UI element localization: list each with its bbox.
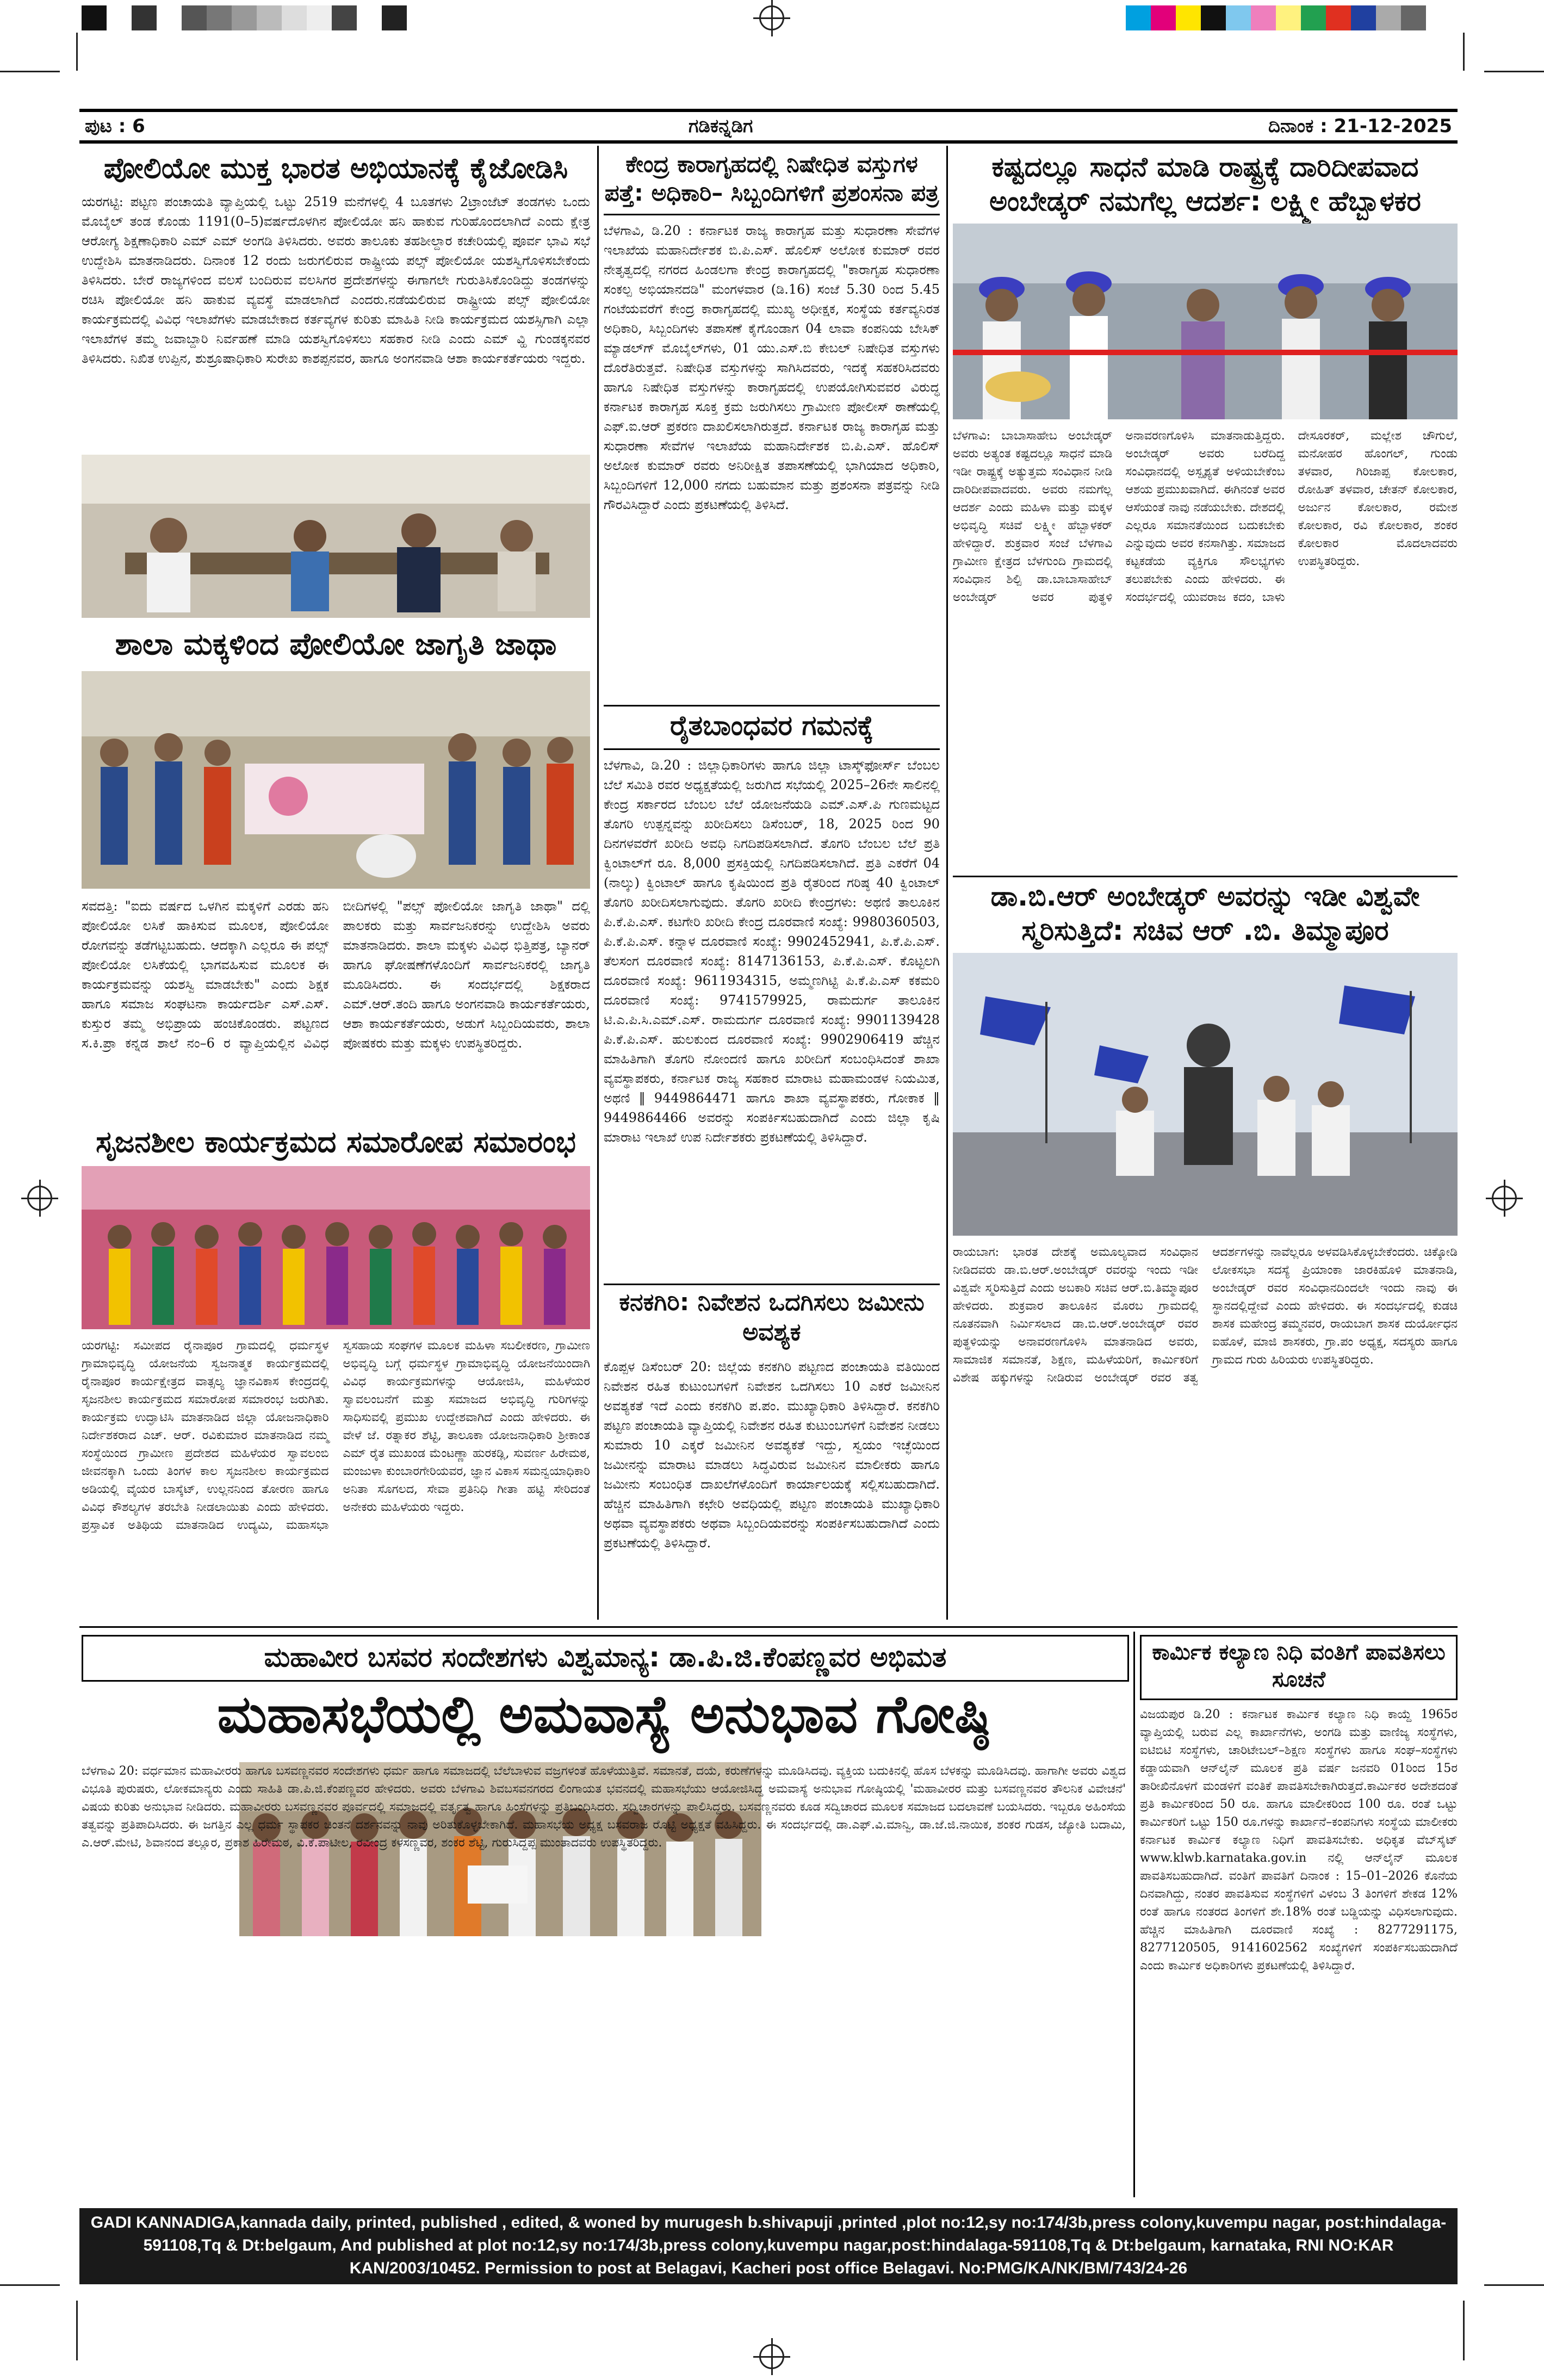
article-creative-program — [82, 1120, 590, 1621]
photo-ambedkar-statue-image — [953, 953, 1458, 1236]
article-body: ಯರಗಟ್ಟಿ: ಪಟ್ಟಣ ಪಂಚಾಯತಿ ವ್ಯಾಪ್ತಿಯಲ್ಲಿ ಒಟ್ಟು 2519 ಮನೆಗಳಲ್ಲಿ 4 ಬೂತಗಳು 2ಟ್ರಾಂಜೆಟ್ ತಂಡಗಳು ಒಂದು ಮೊಬೈಲ್ ತಂಡ ಕೊಂಡು 1191(0–5)ವರ್ಷದೊಳಗಿನ ಪೋಲಿಯೋ ಹನಿ ಹಾಕುವ ಗುರಿಹೊಂದಲಾಗಿದೆ ಎಂದು ಕ್ಷೇತ್ರ ಆರೋಗ್ಯ ಶಿಕ್ಷಣಾಧಿಕಾರಿ ಎಮ್ ಎಮ್ ಅಂಗಡಿ ತಿಳಿಸಿದರು. ಅವರು ತಾಲೂಕು ತಹಶೀಲ್ದಾರ ಕಚೇರಿಯಲ್ಲಿ ಪೂರ್ವ ಭಾವಿ ಸಭೆ ಉದ್ದೇಶಿಸಿ ಮಾತನಾಡಿದರು. ದಿನಾಂಕ 12 ರಂದು ಜರುಗಲಿರುವ ರಾಷ್ಟ್ರೀಯ ಪಲ್ಸ್ ಪೋಲಿಯೋ ಯಶಸ್ವಿಗೊಳಿಸಬೇಕೆಂದು ತಿಳಿಸಿದರು. ಬೇರೆ ರಾಜ್ಯಗಳಿಂದ ವಲಸೆ ಬಂದಿರುವ ವಲಸಿಗರ ಪ್ರದೇಶಗಳನ್ನು ಈಗಾಗಲೇ ಗುರುತಿಸಿಕೊಂಡಿದ್ದು ತಂಡಗಳನ್ನು ರಚಿಸಿ ಪೋಲಿಯೋ ಹನಿ ಹಾಕುವ ವ್ಯವಸ್ಥೆ ಮಾಡಲಾಗಿದೆ ಎಂದರು.ನಡೆಯಲಿರುವ ರಾಷ್ಟ್ರೀಯ ಪಲ್ಸ್ ಪೋಲಿಯೋ ಕಾರ್ಯಕ್ರಮದಲ್ಲಿ ವಿವಿಧ ಇಲಾಖೆಗಳು ಮಾಡಬೇಕಾದ ಕರ್ತವ್ಯಗಳ ಕುರಿತು ಮಾಹಿತಿ ನೀಡಿ ಕಾರ್ಯಕ್ರಮದ ಯಶಸ್ಸಿಗಾಗಿ ಎಲ್ಲಾ ಇಲಾಖೆಗಳ ತಮ್ಮ ಜವಾಬ್ದಾರಿ ನಿರ್ವಹಣೆ ಮಾಡಿ ಯಶಸ್ವಿಗೊಳಿಸಲು ಸಹಕಾರ ನೀಡಿ ಎಂದು ಎಮ್ ವ್ಹಿ ಗುಂಡಕ್ಕನವರ ತಿಳಿಸಿದರು. ನಿಖಿತ ಉಪ್ಪಿನ, ಶುಶ್ರೂಷಾಧಿಕಾರಿ ಸುರೇಖ ಕಾಶಪ್ಪನವರ, ಹಾಗೂ ಅಂಗನವಾಡಿ ಆಶಾ ಕಾರ್ಯಕರ್ತೆಯರು ಇದ್ದರು. — [82, 194, 590, 366]
headline: ಕೇಂದ್ರ ಕಾರಾಗೃಹದಲ್ಲಿ ನಿಷೇಧಿತ ವಸ್ತುಗಳ ಪತ್ತೆ: ಅಧಿಕಾರಿ– ಸಿಬ್ಬಂದಿಗಳಿಗೆ ಪ್ರಶಂಸನಾ ಪತ್ರ — [604, 148, 940, 215]
article-timmapur — [953, 876, 1458, 1621]
headline: ಸೃಜನಶೀಲ ಕಾರ್ಯಕ್ರಮದ ಸಮಾರೋಪ ಸಮಾರಂಭ — [96, 1125, 576, 1159]
article-body: ಸವದತ್ತಿ: "ಐದು ವರ್ಷದ ಒಳಗಿನ ಮಕ್ಕಳಿಗೆ ಎರಡು ಹನಿ ಪೋಲಿಯೋ ಲಸಿಕೆ ಹಾಕಿಸುವ ಮೂಲಕ, ಪೋಲಿಯೋ ರೋಗವನ್ನು ತಡೆಗಟ್ಟಬಹುದು. ಆದಕ್ಕಾಗಿ ಎಲ್ಲರೂ ಈ ಪಲ್ಸ್ ಪೋಲಿಯೋ ಲಸಿಕೆಯಲ್ಲಿ ಭಾಗವಹಿಸುವ ಮೂಲಕ ಈ ಕಾರ್ಯಕ್ರಮವನ್ನು ಯಶಸ್ವಿ ಮಾಡಬೇಕು" ಎಂದು ಶಿಕ್ಷಕ ಹಾಗೂ ಸಮಾಜ ಸಂಘಟನಾ ಕಾರ್ಯದರ್ಶಿ ಎಸ್.ಎಸ್. ಕುಸ್ತುರ ತಮ್ಮ ಅಭಿಪ್ರಾಯ ಹಂಚಿಕೊಂಡರು. ಪಟ್ಟಣದ ಸ.ಕಿ.ಪ್ರಾ ಕನ್ನಡ ಶಾಲೆ ನಂ–6 ರ ವ್ಯಾಪ್ತಿಯಲ್ಲಿನ ವಿವಿಧ ಬೀದಿಗಳಲ್ಲಿ "ಪಲ್ಸ್ ಪೋಲಿಯೋ ಜಾಗೃತಿ ಜಾಥಾ" ದಲ್ಲಿ ಪಾಲಕರು ಮತ್ತು ಸಾರ್ವಜನಿಕರನ್ನು ಉದ್ದೇಶಿಸಿ ಅವರು ಮಾತನಾಡಿದರು. ಶಾಲಾ ಮಕ್ಕಳು ವಿವಿಧ ಭಿತ್ತಿಪತ್ರ, ಬ್ಯಾನರ್ ಹಾಗೂ ಘೋಷಣೆಗಳೊಂದಿಗೆ ಸಾರ್ವಜನಿಕರಲ್ಲಿ ಜಾಗೃತಿ ಮೂಡಿಸಿದರು. ಈ ಸಂದರ್ಭದಲ್ಲಿ ಶಿಕ್ಷಕರಾದ ಎಮ್.ಆರ್.ತಂದಿ ಹಾಗೂ ಅಂಗನವಾಡಿ ಕಾರ್ಯಕರ್ತೆಯರು, ಆಶಾ ಕಾರ್ಯಕರ್ತೆಯರು, ಅಡುಗೆ ಸಿಬ್ಬಂದಿಯವರು, ಶಾಲಾ ಪೋಷಕರು ಮತ್ತು ಮಕ್ಕಳು ಉಪಸ್ಥಿತರಿದ್ದರು. — [82, 898, 590, 1051]
photo-creative-program-image — [82, 1166, 590, 1329]
article-body: ಯರಗಟ್ಟಿ: ಸಮೀಪದ ರೈನಾಪೂರ ಗ್ರಾಮದಲ್ಲಿ ಧರ್ಮಸ್ಥಳ ಗ್ರಾಮಾಭಿವೃದ್ಧಿ ಯೋಜನೆಯ ಸ್ವಜನಾತ್ಮಕ ಕಾರ್ಯಕ್ರಮದಲ್ಲಿ ರೈನಾಪೂರ ಕಾರ್ಯಕ್ಷೇತ್ರದ ವಾತ್ಸಲ್ಯ ಜ್ಞಾನವಿಕಾಸ ಕೇಂದ್ರದಲ್ಲಿ ಸೃಜನಶೀಲ ಕಾರ್ಯಕ್ರಮದ ಸಮಾರೋಪ ಸಮಾರಂಭ ಜರುಗಿತು. ಕಾರ್ಯಕ್ರಮ ಉದ್ಘಾಟಿಸಿ ಮಾತನಾಡಿದ ಜಿಲ್ಲಾ ಯೋಜನಾಧಿಕಾರಿ ನಿರ್ದೇಶಕರಾದ ಎಚ್. ಆರ್. ರವಿಕುಮಾರ ಮಾತನಾಡಿದ ನಮ್ಮ ಸಂಸ್ಥೆಯಿಂದ ಗ್ರಾಮೀಣ ಪ್ರದೇಶದ ಮಹಿಳೆಯರ ಸ್ವಾವಲಂಬಿ ಜೀವನಕ್ಕಾಗಿ ಒಂದು ತಿಂಗಳ ಕಾಲ ಸೃಜನಶೀಲ ಕಾರ್ಯಕ್ರಮದ ಅಡಿಯಲ್ಲಿ ವೈಯರ ಬಾಸ್ಕೆಟ್, ಉಲ್ಲನನಿಂದ ತೋರಣ ಹಾಗೂ ವಿವಿಧ ಕೌಶಲ್ಯಗಳ ತರಬೇತಿ ನೀಡಲಾಯಿತು ಎಂದು ಹೇಳಿದರು. ಪ್ರಸ್ತಾವಿಕ ಅತಿಥಿಯ ಮಾತನಾಡಿದ ಉದ್ಯಮಿ, ಮಹಾಸಭಾ ಸ್ವಸಹಾಯ ಸಂಘಗಳ ಮೂಲಕ ಮಹಿಳಾ ಸಬಲೀಕರಣ, ಗ್ರಾಮೀಣ ಅಭಿವೃದ್ಧಿ ಬಗ್ಗೆ ಧರ್ಮಸ್ಥಳ ಗ್ರಾಮಾಭಿವೃದ್ಧಿ ಯೋಜನೆಯಿಂದಾಗಿ ವಿವಿಧ ಕಾರ್ಯಕ್ರಮಗಳನ್ನು ಆಯೋಜಿಸಿ, ಮಹಿಳೆಯರ ಸ್ವಾವಲಂಬನೆಗೆ ಮತ್ತು ಸಮಾಜದ ಅಭಿವೃದ್ಧಿ ಗುರಿಗಳನ್ನು ಸಾಧಿಸುವಲ್ಲಿ ಪ್ರಮುಖ ಉದ್ದೇಶವಾಗಿದೆ ಎಂದು ಹೇಳಿದರು. ಈ ವೇಳೆ ಜೆ. ರತ್ನಾಕರ ಶೆಟ್ಟಿ, ತಾಲೂಕಾ ಯೋಜನಾಧಿಕಾರಿ ಶ್ರೀಕಾಂತ ಎಮ್ ರೈತ ಮುಖಂಡ ಮೆಂಟಣ್ಣಾ ಹುರಕಡ್ಲಿ, ಸುವರ್ಣ ಹಿರೇಮಠ, ಮಂಜುಳಾ ಕುಂಬಾರಗೇರಿಯವರ, ಜ್ಞಾನ ವಿಕಾಸ ಸಮನ್ವಯಾಧಿಕಾರಿ ಅನಿತಾ ಸೊಗಲದ, ಸೇವಾ ಪ್ರತಿನಿಧಿ ಗೀತಾ ಹಟ್ಟಿ ಸೇರಿದಂತೆ ಅನೇಕರು ಮಹಿಳೆಯರು ಇದ್ದರು. — [82, 1338, 590, 1532]
paper-name: ಗಡಿಕನ್ನಡಿಗ — [689, 115, 753, 137]
article-kanakagiri — [604, 1284, 940, 1621]
headline: ರೈತಬಾಂಧವರ ಗಮನಕ್ಕೆ — [604, 705, 940, 750]
photo-polio-meeting — [82, 455, 590, 618]
issue-date: ದಿನಾಂಕ : 21-12-2025 — [1268, 115, 1452, 137]
headline: ಡಾ.ಬಿ.ಆರ್ ಅಂಬೇಡ್ಕರ್ ಅವರನ್ನು ಇಡೀ ವಿಶ್ವವೇ ಸ್ಮರಿಸುತ್ತಿದೆ: ಸಚಿವ ಆರ್ .ಬಿ. ತಿಮ್ಮಾಪೂರ — [953, 876, 1458, 953]
photo-polio-meeting-image — [82, 455, 590, 618]
column-rule — [946, 146, 948, 1620]
registration-mark-top — [759, 5, 784, 30]
registration-mark-bottom — [759, 2344, 784, 2369]
article-body: ಬೆಳಗಾವಿ, ಡಿ.20 : ಕರ್ನಾಟಕ ರಾಜ್ಯ ಕಾರಾಗೃಹ ಮತ್ತು ಸುಧಾರಣಾ ಸೇವೆಗಳ ಇಲಾಖೆಯ ಮಹಾನಿರ್ದೇಶಕ ಬಿ.ಪಿ.ಎಸ್. ಹೊಲಿಸ್ ಅಲೋಕ ಕುಮಾರ್ ರವರ ನೇತೃತ್ವದಲ್ಲಿ ನಗರದ ಹಿಂಡಲಗಾ ಕೇಂದ್ರ ಕಾರಾಗೃಹದಲ್ಲಿ "ಕಾರಾಗೃಹ ಸುಧಾರಣಾ ಸಂಕಲ್ಪ ಅಭಿಯಾನದಡಿ" ಮಂಗಳವಾರ (ಡಿ.16) ಸಂಜೆ 5.30 ರಿಂದ 5.45 ಗಂಟೆಯವರೆಗೆ ಕೇಂದ್ರ ಕಾರಾಗೃಹದಲ್ಲಿ ಮುಖ್ಯ ಅಧೀಕ್ಷಕ, ಸಂಸ್ಥೆಯ ಕರ್ತವ್ಯನಿರತ ಅಧಿಕಾರಿ, ಸಿಬ್ಬಂದಿಗಳು ತಪಾಸಣೆ ಕೈಗೊಂಡಾಗ 04 ಲಾವಾ ಕಂಪನಿಯ ಬೇಸಿಕ್ ಮ್ಯಾಡಲ್‌ಗ್ ಮೊಬೈಲ್‌ಗಳು, 01 ಯು.ಎಸ್.ಬಿ ಕೇಬಲ್ ನಿಷೇಧಿತ ವಸ್ತುಗಳು ದೊರೆತಿರುತ್ತವೆ. ನಿಷೇಧಿತ ವಸ್ತುಗಳನ್ನು ಸಾಗಿಸಿದವರು, ಇದಕ್ಕೆ ಸಹಕರಿಸಿದವರು ಹಾಗೂ ನಿಷೇಧಿತ ವಸ್ತುಗಳನ್ನು ಕಾರಾಗೃಹದಲ್ಲಿ ಉಪಯೋಗಿಸುವವರ ವಿರುದ್ಧ ಕರ್ನಾಟಕ ಕಾರಾಗೃಹ ಸೂಕ್ತ ಕ್ರಮ ಜರುಗಿಸಲು ಗ್ರಾಮೀಣ ಪೋಲೀಸ್ ಠಾಣೆಯಲ್ಲಿ ಎಫ್.ಐ.ಆರ್ ಪ್ರಕರಣ ದಾಖಲಿಸಲಾಗಿರುತ್ತದೆ. ಕರ್ನಾಟಕ ರಾಜ್ಯ ಕಾರಾಗೃಹ ಮತ್ತು ಸುಧಾರಣಾ ಸೇವೆಗಳ ಇಲಾಖೆಯ ಮಹಾನಿರ್ದೇಶಕ ಬಿ.ಪಿ.ಎಸ್. ಹೊಲಿಸ್ ಅಲೋಕ ಕುಮಾರ್ ರವರು ಅನಿರೀಕ್ಷಿತ ತಪಾಸಣೆಯಲ್ಲಿ ಭಾಗಿಯಾದ ಅಧಿಕಾರಿ, ಸಿಬ್ಬಂದಿಗಳಿಗೆ 12,000 ನಗದು ಬಹುಮಾನ ಮತ್ತು ಪ್ರಶಂಸನಾ ಪತ್ರವನ್ನು ನೀಡಿ ಗೌರವಿಸಿದ್ದಾರೆ ಎಂದು ಪ್ರಕಟಣೆಯಲ್ಲಿ ತಿಳಿಸಿದೆ. — [604, 223, 940, 512]
article-body: ಬೆಳಗಾವಿ: ಬಾಬಾಸಾಹೇಬ ಅಂಬೇಡ್ಕರ್ ಅವರು ಅತ್ಯಂತ ಕಷ್ಟದಲ್ಲೂ ಸಾಧನೆ ಮಾಡಿ ಇಡೀ ರಾಷ್ಟ್ರಕ್ಕೆ ಅತ್ಯುತ್ತಮ ಸಂವಿಧಾನ ನೀಡಿ ದಾರಿದೀಪವಾದವರು. ಅವರು ನಮಗೆಲ್ಲ ಆದರ್ಶ ಎಂದು ಮಹಿಳಾ ಮತ್ತು ಮಕ್ಕಳ ಅಭಿವೃದ್ಧಿ ಸಚಿವೆ ಲಕ್ಷ್ಮೀ ಹೆಬ್ಬಾಳಕರ್ ಹೇಳಿದ್ದಾರೆ. ಶುಕ್ರವಾರ ಸಂಜೆ ಬೆಳಗಾವಿ ಗ್ರಾಮೀಣ ಕ್ಷೇತ್ರದ ಬೆಳಗುಂದಿ ಗ್ರಾಮದಲ್ಲಿ ಸಂವಿಧಾನ ಶಿಲ್ಪಿ ಡಾ.ಬಾಬಾಸಾಹೇಬ್ ಅಂಬೇಡ್ಕರ್ ಅವರ ಪುತ್ಥಳಿ ಅನಾವರಣಗೊಳಿಸಿ ಮಾತನಾಡುತ್ತಿದ್ದರು. ಅಂಬೇಡ್ಕರ್ ಅವರು ಬರೆದಿದ್ದ ಸಂವಿಧಾನದಲ್ಲಿ ಅಸ್ಪೃಶ್ಯತೆ ಅಳಿಯಬೇಕೆಂಬ ಆಶಯ ಪ್ರಮುಖವಾಗಿದೆ. ಈಗಿನಂತೆ ಅವರ ಆಸೆಯಂತೆ ನಾವು ನಡೆಯಬೇಕು. ದೇಶದಲ್ಲಿ ಎಲ್ಲರೂ ಸಮಾನತೆಯಿಂದ ಬದುಕಬೇಕು ಎನ್ನುವುದು ಅವರ ಕನಸಾಗಿತ್ತು. ಸಮಾಜದ ಕಟ್ಟಕಡೆಯ ವ್ಯಕ್ತಿಗೂ ಸೌಲಭ್ಯಗಳು ತಲುಪಬೇಕು ಎಂದು ಹೇಳಿದರು. ಈ ಸಂದರ್ಭದಲ್ಲಿ ಯುವರಾಜ ಕದಂ, ಬಾಳು ದೇಸೂರಕರ್, ಮಲ್ಲೇಶ ಚೌಗುಲೆ, ಮನೋಹರ ಹೊಂಗಲ್, ಗುಂಡು ತಳವಾರ, ಗಿರಿಜಾಪ್ಪ ಕೋಲಕಾರ, ರೋಹಿತ್ ತಳವಾರ, ಚೇತನ್ ಕೋಲಕಾರ, ಅರ್ಜುನ ಕೋಲಕಾರ, ರಮೇಶ ಕೋಲಕಾರ, ರವಿ ಕೋಲಕಾರ, ಶಂಕರ ಕೋಲಕಾರ ಮೊದಲಾದವರು ಉಪಸ್ಥಿತರಿದ್ದರು. — [953, 429, 1458, 604]
photo-hebbalkar-ribbon-image — [953, 224, 1458, 419]
article-hebbalkar — [953, 148, 1458, 882]
article-body: ಕೊಪ್ಪಳ ಡಿಸೆಂಬರ್ 20: ಜಿಲ್ಲೆಯ ಕನಕಗಿರಿ ಪಟ್ಟಣದ ಪಂಚಾಯತಿ ವತಿಯಿಂದ ನಿವೇಶನ ರಹಿತ ಕುಟುಂಬಗಳಿಗೆ ನಿವೇಶನ ಒದಗಿಸಲು 10 ಎಕರೆ ಜಮೀನಿನ ಅವಶ್ಯಕತೆ ಇದೆ ಎಂದು ಕನಕಗಿರಿ ಪ.ಪಂ. ಮುಖ್ಯಾಧಿಕಾರಿ ತಿಳಿಸಿದ್ದಾರೆ. ಕನಕಗಿರಿ ಪಟ್ಟಣ ಪಂಚಾಯತಿ ವ್ಯಾಪ್ತಿಯಲ್ಲಿ ನಿವೇಶನ ರಹಿತ ಕುಟುಂಬಗಳಿಗೆ ನಿವೇಶನ ನೀಡಲು ಸುಮಾರು 10 ಎಕ್ಕರೆ ಜಮೀನಿನ ಅವಶ್ಯಕತೆ ಇದ್ದು, ಸ್ವಯಂ ಇಚ್ಛೆಯಿಂದ ಜಮೀನನ್ನು ಮಾರಾಟ ಮಾಡಲು ಸಿದ್ಧವಿರುವ ಜಮೀನಿನ ಮಾಲೀಕರು ಹಾಗೂ ಜಮೀನು ಸಂಬಂಧಿತ ದಾಖಲೆಗಳೊಂದಿಗೆ ಕಾರ್ಯಾಲಯಕ್ಕೆ ಸಲ್ಲಿಸಬಹುದಾಗಿದೆ. ಹೆಚ್ಚಿನ ಮಾಹಿತಿಗಾಗಿ ಕಛೇರಿ ಅವಧಿಯಲ್ಲಿ ಪಟ್ಟಣ ಪಂಚಾಯತಿ ಮುಖ್ಯಾಧಿಕಾರಿ ಅಥವಾ ವ್ಯವಸ್ಥಾಪಕರು ಅಥವಾ ಸಿಬ್ಬಂದಿಯವರನ್ನು ಸಂಪರ್ಕಿಸಬಹುದಾಗಿದೆ ಎಂದು ಪ್ರಕಟಣೆಯಲ್ಲಿ ತಿಳಿಸಿದ್ದಾರೆ. — [604, 1359, 940, 1551]
strap-text: ಮಹಾವೀರ ಬಸವರ ಸಂದೇಶಗಳು ವಿಶ್ವಮಾನ್ಯ: ಡಾ.ಪಿ.ಜಿ.ಕೆಂಪಣ್ಣವರ ಅಭಿಮತ — [264, 1641, 947, 1673]
page-number: ಪುಟ : 6 — [85, 115, 145, 137]
crop-mark — [1463, 2301, 1465, 2360]
registration-mark-left — [27, 1186, 52, 1211]
registration-bar-right — [1126, 5, 1426, 30]
headline: ಕಾರ್ಮಿಕ ಕಲ್ಯಾಣ ನಿಧಿ ವಂತಿಗೆ ಪಾವತಿಸಲು ಸೂಚನೆ — [1140, 1635, 1458, 1700]
article-body: ಬೆಳಗಾವಿ, ಡಿ.20 : ಜಿಲ್ಲಾಧಿಕಾರಿಗಳು ಹಾಗೂ ಜಿಲ್ಲಾ ಟಾಸ್ಕ್‌ಫೋರ್ಸ್ ಬೆಂಬಲ ಬೆಲೆ ಸಮಿತಿ ರವರ ಅಧ್ಯಕ್ಷತೆಯಲ್ಲಿ ಜರುಗಿದ ಸಭೆಯಲ್ಲಿ 2025–26ನೇ ಸಾಲಿನಲ್ಲಿ ಕೇಂದ್ರ ಸರ್ಕಾರದ ಬೆಂಬಲ ಬೆಲೆ ಯೋಜನೆಯಡಿ ಎಮ್.ಎಸ್.ಪಿ ಗುಣಮಟ್ಟದ ತೊಗರಿ ಉತ್ಪನ್ನವನ್ನು ಖರೀದಿಸಲು ಡಿಸೆಂಬರ್, 18, 2025 ರಿಂದ 90 ದಿನಗಳವರೆಗೆ ಖರೀದಿ ಅವಧಿ ನಿಗದಿಪಡಿಸಲಾಗಿದೆ. ತೊಗರಿ ಬೆಂಬಲ ಬೆಲೆ ಪ್ರತಿ ಕ್ವಿಂಟಾಲ್‌ಗೆ ರೂ. 8,000 ಪ್ರಸಕ್ತಿಯಲ್ಲಿ ನಿಗದಿಪಡಿಸಲಾಗಿದೆ. ಪ್ರತಿ ಎಕರೆಗೆ 04 (ನಾಲ್ಕು) ಕ್ವಿಂಟಾಲ್ ಹಾಗೂ ಕೃಷಿಯಿಂದ ಪ್ರತಿ ರೈತರಿಂದ ಗರಿಷ್ಠ 40 ಕ್ವಿಂಟಾಲ್ ತೊಗರಿ ಖರೀದಿಸಲಾಗುವುದು. ತೊಗರಿ ಖರೀದಿ ಕೇಂದ್ರಗಳು: ಅಥಣಿ ತಾಲೂಕಿನ ಪಿ.ಕೆ.ಪಿ.ಎಸ್. ಕಟಗೇರಿ ಖರೀದಿ ಕೇಂದ್ರ ದೂರವಾಣಿ ಸಂಖ್ಯೆ: 9980360503, ಪಿ.ಕೆ.ಪಿ.ಎಸ್. ಕನ್ನಾಳ ದೂರವಾಣಿ ಸಂಖ್ಯೆ: 9902452941, ಪಿ.ಕೆ.ಪಿ.ಎಸ್. ತೆಲಸಂಗ ದೂರವಾಣಿ ಸಂಖ್ಯೆ: 8147136153, ಪಿ.ಕೆ.ಪಿ.ಎಸ್. ಕೊಟ್ಟಲಗಿ ದೂರವಾಣಿ ಸಂಖ್ಯೆ: 9611934315, ಅಮ್ಮಣಗಿಟ್ಟಿ ಪಿ.ಕೆ.ಪಿ.ಎಸ್ ಕಕಮರಿ ದೂರವಾಣಿ ಸಂಖ್ಯೆ: 9741579925, ರಾಮದುರ್ಗ ತಾಲೂಕಿನ ಟಿ.ಎ.ಪಿ.ಸಿ.ಎಮ್.ಎಸ್. ರಾಮದುರ್ಗ ದೂರವಾಣಿ ಸಂಖ್ಯೆ: 9901139428 ಪಿ.ಕೆ.ಪಿ.ಎಸ್. ಹುಲಕುಂದ ದೂರವಾಣಿ ಸಂಖ್ಯೆ: 9902906419 ಹೆಚ್ಚಿನ ಮಾಹಿತಿಗಾಗಿ ತೊಗರಿ ನೋಂದಣಿ ಹಾಗೂ ಖರೀದಿಗೆ ಸಂಬಂಧಿಸಿದಂತೆ ಶಾಖಾ ವ್ಯವಸ್ಥಾಪಕರು, ಕರ್ನಾಟಕ ರಾಜ್ಯ ಸಹಕಾರ ಮಾರಾಟ ಮಹಾಮಂಡಳ ನಿಯಮಿತ, ಅಥಣಿ ‖ 9449864471 ಹಾಗೂ ಶಾಖಾ ವ್ಯವಸ್ಥಾಪಕರು, ಗೋಕಾಕ ‖ 9449864466 ಅವರನ್ನು ಸಂಪರ್ಕಿಸಬಹುದಾಗಿದೆ ಎಂದು ಜಿಲ್ಲಾ ಕೃಷಿ ಮಾರಾಟ ಇಲಾಖೆ ಉಪ ನಿರ್ದೇಶಕರು ಪ್ರಕಟಣೆಯಲ್ಲಿ ತಿಳಿಸಿದ್ದಾರೆ. — [604, 757, 940, 1145]
crop-mark — [0, 2284, 60, 2286]
headline: ಕಷ್ಟದಲ್ಲೂ ಸಾಧನೆ ಮಾಡಿ ರಾಷ್ಟ್ರಕ್ಕೆ ದಾರಿದೀಪವಾದ ಅಂಬೇಡ್ಕರ್ ನಮಗೆಲ್ಲ ಆದರ್ಶ: ಲಕ್ಷ್ಮೀ ಹೆಬ್ಬಾಳಕರ — [989, 151, 1421, 217]
crop-mark — [1484, 2284, 1544, 2286]
crop-mark — [76, 2301, 78, 2360]
article-farmers — [604, 705, 940, 1281]
article-body: ವಿಜಯಪುರ ಡಿ.20 : ಕರ್ನಾಟಕ ಕಾರ್ಮಿಕ ಕಲ್ಯಾಣ ನಿಧಿ ಕಾಯ್ದೆ 1965ರ ವ್ಯಾಪ್ತಿಯಲ್ಲಿ ಬರುವ ಎಲ್ಲ ಕಾರ್ಖಾನೆಗಳು, ಅಂಗಡಿ ಮತ್ತು ವಾಣಿಜ್ಯ ಸಂಸ್ಥೆಗಳು, ಐಟಿಬಿಟಿ ಸಂಸ್ಥೆಗಳು, ಚಾರಿಟೇಬಲ್–ಶಿಕ್ಷಣ ಸಂಸ್ಥೆಗಳು ಹಾಗೂ ಸಂಘ–ಸಂಸ್ಥೆಗಳು ಕಡ್ಡಾಯವಾಗಿ ಆನ್‌ಲೈನ್ ಮೂಲಕ ಪ್ರತಿ ವರ್ಷ ಜನವರಿ 01ರಿಂದ 15ರ ತಾರೀಖಿನೊಳಗೆ ಮಂಡಳಿಗೆ ವಂತಿಕೆ ಪಾವತಿಸಬೇಕಾಗಿರುತ್ತದೆ.ಕಾರ್ಮಿಕರ ಅದೇಶದಂತೆ ಪ್ರತಿ ಕಾರ್ಮಿಕರಿಂದ 50 ರೂ. ಹಾಗೂ ಮಾಲೀಕರಿಂದ 100 ರೂ. ರಂತೆ ಒಟ್ಟು ಕಾರ್ಮಿಕರಿಗೆ ಒಟ್ಟು 150 ರೂ.ಗಳನ್ನು ಕಾರ್ಖಾನೆ–ಕಂಪನಿಗಳು ಸಂಸ್ಥೆಯ ಮಾಲೀಕರು ಕರ್ನಾಟಕ ಕಾರ್ಮಿಕ ಕಲ್ಯಾಣ ನಿಧಿಗೆ ಪಾವತಿಸಬೇಕು. ಅಧಿಕೃತ ವೆಬ್‌ಸೈಟ್ www.klwb.karnataka.gov.in ನಲ್ಲಿ ಆನ್‌ಲೈನ್ ಮೂಲಕ ಪಾವತಿಸಬಹುದಾಗಿದೆ. ವಂತಿಗೆ ಪಾವತಿಗೆ ದಿನಾಂಕ : 15–01–2026 ಕೊನೆಯ ದಿನವಾಗಿದ್ದು, ನಂತರ ಪಾವತಿಸುವ ಸಂಸ್ಥೆಗಳಿಗೆ ವಿಳಂಬ 3 ತಿಂಗಳಿಗೆ ಶೇಕಡ 12% ರಂತೆ ಹಾಗೂ ನಂತರದ ತಿಂಗಳಿಗೆ ಶೇ.18% ರಂತೆ ಬಡ್ಡಿಯನ್ನು ವಿಧಿಸಲಾಗುವುದು. ಹೆಚ್ಚಿನ ಮಾಹಿತಿಗಾಗಿ ದೂರವಾಣಿ ಸಂಖ್ಯೆ : 8277291175, 8277120505, 9141602562 ಸಂಖ್ಯೆಗಳಿಗೆ ಸಂಪರ್ಕಿಸಬಹುದಾಗಿದೆ ಎಂದು ಕಾರ್ಮಿಕ ಅಧಿಕಾರಿಗಳು ಪ್ರಕಟಣೆಯಲ್ಲಿ ತಿಳಿಸಿದ್ದಾರೆ. — [1140, 1708, 1458, 1973]
crop-mark — [1463, 33, 1465, 71]
photo-hebbalkar-ribbon — [953, 224, 1458, 419]
article-body: ಬೆಳಗಾವಿ 20: ವರ್ಧಮಾನ ಮಹಾವೀರರು ಹಾಗೂ ಬಸವಣ್ಣನವರ ಸಂದೇಶಗಳು ಧರ್ಮ ಹಾಗೂ ಸಮಾಜದಲ್ಲಿ ಬೆಲೆಬಾಳುವ ವಜ್ರಗಳಂತೆ ಹೊಳೆಯುತ್ತಿವೆ. ಸಮಾನತೆ, ದಯೆ, ಕರುಣೆಗಳನ್ನು ಮೂಡಿಸಿದವು. ವ್ಯಕ್ತಿಯ ಬದುಕಿನಲ್ಲಿ ಹೊಸ ಬೆಳಕನ್ನು ಮೂಡಿಸಿದವು. ಹಾಗಾಗೀ ಅವರು ವಿಶ್ವದ ವಿಭೂತಿ ಪುರುಷರು, ಲೋಕಮಾನ್ಯರು ಎಂದು ಸಾಹಿತಿ ಡಾ.ಪಿ.ಜಿ.ಕೆಂಪಣ್ಣವರ ಹೇಳಿದರು. ಅವರು ಬೆಳಗಾವಿ ಶಿವಬಸವನಗರದ ಲಿಂಗಾಯತ ಭವನದಲ್ಲಿ ಮಹಾಸಭೆಯು ಆಯೋಜಿಸಿದ್ದ ಅಮವಾಸ್ಯೆ ಅನುಭಾವ ಗೋಷ್ಠಿಯಲ್ಲಿ 'ಮಹಾವೀರರ ಮತ್ತು ಬಸವಣ್ಣನವರ ತೌಲನಿಕ ವಿವೇಚನೆ' ವಿಷಯ ಕುರಿತು ಅನುಭಾವ ನೀಡಿದರು. ಮಹಾವೀರರು ಬಸವಣ್ಣನವರ ಪೂರ್ವದಲ್ಲಿ ಸಮಾಜದಲ್ಲಿ ವರ್ತೃತ್ವ ಹಾಗೂ ಹಿಂಸೆಗಳನ್ನು ಪ್ರತಿಬಂಧಿಸಿದರು. ಸದ್ವಿಚಾರಗಳನ್ನು ಪಾಲಿಸಿದ್ದರು. ಬಸವಣ್ಣನವರು ಕೂಡ ಸದ್ವಿಚಾರದ ಮೂಲಕ ಸಮಾಜದ ಬದಲಾವಣೆ ಬಯಸಿದರು. ಇಬ್ಬರೂ ಅಹಿಂಸೆಯ ತತ್ವವನ್ನು ಪ್ರತಿಪಾದಿಸಿದರು. ಈ ಜಗತ್ತಿನ ಎಲ್ಲ ಧರ್ಮ ಸ್ಥಾಪಕರ ಚಿಂತನೆ ದರ್ಶನವನ್ನು ನಾವು ಅರಿತುಕೊಳ್ಳಬೇಕಾಗಿದೆ. ಮಹಾಸಭೆಯ ಅಧ್ಯಕ್ಷ ಬಸವರಾಜ ರೊಟ್ಟಿ ಅಧ್ಯಕ್ಷತೆ ವಹಿಸಿದ್ದರು. ಈ ಸಂದರ್ಭದಲ್ಲಿ ಡಾ.ಎಫ್.ವಿ.ಮಾನ್ವಿ, ಡಾ.ಜೆ.ಜಿ.ನಾಯಿಕ, ಶಂಕರ ಗುಡಸ, ಜ್ಯೋತಿ ಬದಾಮಿ, ಎ.ಆರ್.ಮೇಟಿ, ಶಿವಾನಂದ ತಲ್ಲೂರ, ಪ್ರಕಾಶ ಹಿರೇಮಠ, ವಿ.ಕೆ.ಪಾಟೀಲ, ರವೀಂದ್ರ ಕಳಸಣ್ಣವರ, ಶಂಕರ ಶೆಟ್ಟಿ, ಗುರುಸಿದ್ದಪ್ಪ ಮುಂತಾದವರು ಉಪಸ್ಥಿತರಿದ್ದರು. — [82, 1764, 1126, 1850]
crop-mark — [0, 71, 60, 72]
article-goshti — [82, 1762, 1126, 2197]
article-polio-free — [82, 148, 590, 453]
headline: ಕನಕಗಿರಿ: ನಿವೇಶನ ಒದಗಿಸಲು ಜಮೀನು ಅವಶ್ಯಕ — [604, 1284, 940, 1353]
article-body: ರಾಯಬಾಗ: ಭಾರತ ದೇಶಕ್ಕೆ ಅಮೂಲ್ಯವಾದ ಸಂವಿಧಾನ ನೀಡಿದವರು ಡಾ.ಬಿ.ಆರ್.ಅಂಬೇಡ್ಕರ್ ರವರನ್ನು ಇಂದು ಇಡೀ ವಿಶ್ವವೇ ಸ್ಮರಿಸುತ್ತಿದೆ ಎಂದು ಅಬಕಾರಿ ಸಚಿವ ಆರ್.ಬಿ.ತಿಮ್ಮಾಪೂರ ಹೇಳಿದರು. ಶುಕ್ರವಾರ ತಾಲೂಕಿನ ಮೊರಬ ಗ್ರಾಮದಲ್ಲಿ ನೂತನವಾಗಿ ನಿರ್ಮಿಸಲಾದ ಡಾ.ಬಿ.ಆರ್.ಅಂಬೇಡ್ಕರ್ ರವರ ಪುತ್ಥಳಿಯನ್ನು ಅನಾವರಣಗೊಳಿಸಿ ಮಾತನಾಡಿದ ಅವರು, ಸಾಮಾಜಿಕ ಸಮಾನತೆ, ಶಿಕ್ಷಣ, ಮಹಿಳೆಯರಿಗೆ, ಕಾರ್ಮಿಕರಿಗೆ ವಿಶೇಷ ಹಕ್ಕುಗಳನ್ನು ನೀಡಿರುವ ಅಂಬೇಡ್ಕರ್ ರವರ ತತ್ವ ಆದರ್ಶಗಳನ್ನು ನಾವೆಲ್ಲರೂ ಅಳವಡಿಸಿಕೊಳ್ಳಬೇಕೆಂದರು. ಚಿಕ್ಕೋಡಿ ಲೋಕಸಭಾ ಸದಸ್ಯೆ ಪ್ರಿಯಾಂಕಾ ಜಾರಕಿಹೊಳಿ ಮಾತನಾಡಿ, ಅಂಬೇಡ್ಕರ್ ರವರ ಸಂವಿಧಾನದಿಂದಲೇ ಇಂದು ನಾವು ಈ ಸ್ಥಾನದಲ್ಲಿದ್ದೇವೆ ಎಂದು ಹೇಳಿದರು. ಈ ಸಂದರ್ಭದಲ್ಲಿ ಕುಡಚಿ ಶಾಸಕ ಮಹೇಂದ್ರ ತಮ್ಮನವರ, ರಾಯಬಾಗ ಶಾಸಕ ದುರ್ಯೋಧನ ಐಹೊಳೆ, ಮಾಜಿ ಶಾಸಕರು, ಗ್ರಾ.ಪಂ ಅಧ್ಯಕ್ಷ, ಸದಸ್ಯರು ಹಾಗೂ ಗ್ರಾಮದ ಗುರು ಹಿರಿಯರು ಉಪಸ್ಥಿತರಿದ್ದರು. — [953, 1245, 1458, 1385]
registration-bar-left — [82, 5, 407, 30]
column-rule — [1133, 1632, 1135, 2197]
masthead — [79, 113, 1458, 140]
masthead-bottom-rule — [79, 140, 1458, 144]
photo-creative-program — [82, 1166, 590, 1329]
footer-imprint: GADI KANNADIGA,kannada daily, printed, published , edited, & woned by murugesh b.shivapuji ,printed ,plot no:12,sy no:174/3b,press colony,kuvempu nagar, post:hindalaga-591108,Tq & Dt:belgaum, And published at plot no:12,sy no:174/3b,press colony,kuvempu nagar,post:hindalaga-591108,Tq & Dt:belgaum, karnataka, RNI NO:KAR KAN/2003/10452. Permission to post at Belagavi, Kacheri post office Belagavi. No:PMG/KA/NK/BM/743/24-26 — [79, 2208, 1458, 2284]
goshti-strap — [82, 1635, 1129, 1682]
photo-school-rally-image — [82, 671, 590, 889]
column-rule — [597, 146, 599, 1620]
photo-school-rally — [82, 671, 590, 889]
crop-mark — [1484, 71, 1544, 72]
photo-ambedkar-statue — [953, 953, 1458, 1236]
registration-mark-right — [1492, 1186, 1517, 1211]
masthead-top-rule — [79, 109, 1458, 112]
article-jail — [604, 148, 940, 703]
headline: ಪೋಲಿಯೋ ಮುಕ್ತ ಭಾರತ ಅಭಿಯಾನಕ್ಕೆ ಕೈಜೋಡಿಸಿ — [103, 152, 568, 185]
headline: ಶಾಲಾ ಮಕ್ಕಳಿಂದ ಪೋಲಿಯೋ ಜಾಗೃತಿ ಜಾಥಾ — [115, 627, 557, 662]
goshti-headline: ಮಹಾಸಭೆಯಲ್ಲಿ ಅಮವಾಸ್ಯೆ ಅನುಭಾವ ಗೋಷ್ಠಿ — [217, 1684, 990, 1745]
crop-mark — [76, 33, 78, 71]
article-labour — [1140, 1635, 1458, 2197]
section-rule — [79, 1626, 1458, 1628]
